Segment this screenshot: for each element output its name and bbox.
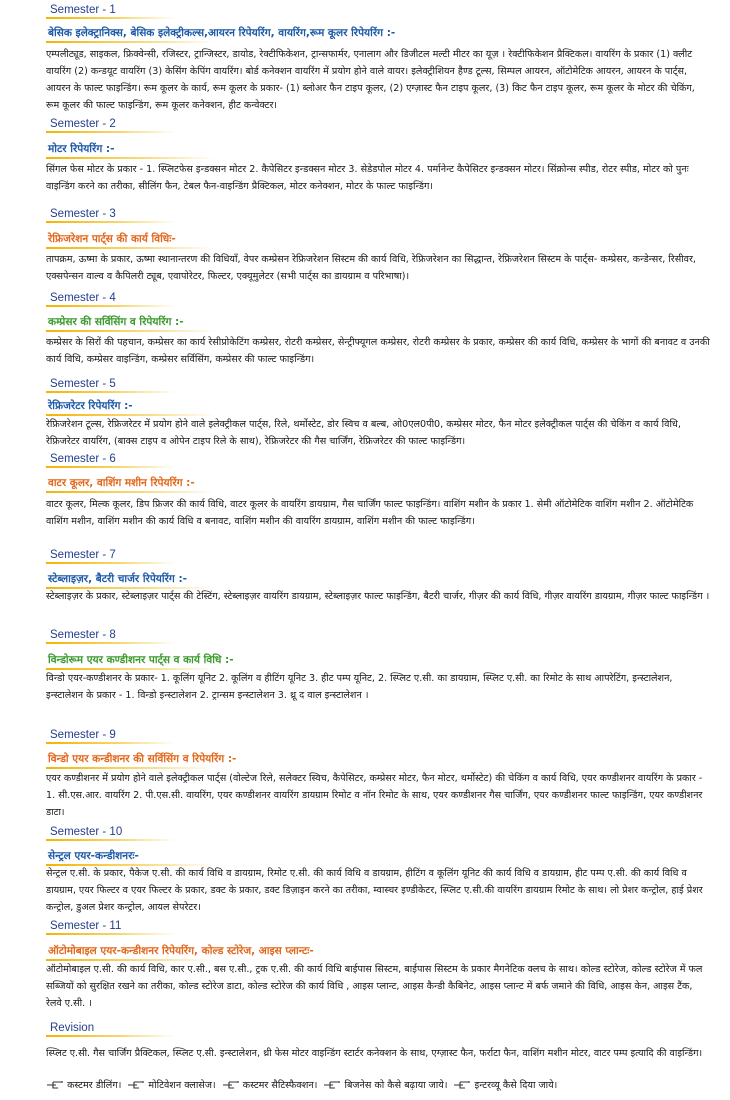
semester-label: Semester - 1	[46, 4, 120, 19]
semester-label: Semester - 2	[46, 118, 120, 133]
semester-label: Semester - 10	[46, 826, 126, 841]
semester-label: Semester - 9	[46, 729, 120, 744]
section-heading: ऑटोमोबाइल एयर-कन्डीशनर रिपेयरिंग, कोल्ड स्टोरेज, आइस प्लान्टः-	[46, 944, 318, 960]
semester-label: Semester - 7	[46, 549, 120, 564]
footer-item: मोटिवेशन क्लासेज।	[127, 1078, 215, 1091]
section-body: कम्प्रेसर के सिरों की पहचान, कम्प्रेसर का कार्य रेसीप्रोकेटिंग कम्प्रेसर, रोटरी कम्प्रेसर, सेन्ट्रीफ्यूगल कम्प्रेसर, रोटरी कम्प्रेसर के प्रकार, कम्प्रेसर की कार्य विधि, कम्प्रेसर के भागों की बनावट व उनकी कार्य विधि, कम्प्रेसर वाइन्डिंग, कम्प्रेसर सर्विसिंग, कम्प्रेसर की फाल्ट फाइन्डिंग।	[46, 337, 710, 365]
footer-item: बिजनेस को कैसे बढ़ाया जाये।	[323, 1078, 447, 1091]
semester-label: Semester - 3	[46, 208, 120, 223]
footer-item: कस्टमर डीलिंग।	[46, 1078, 121, 1091]
semester-label: Semester - 6	[46, 453, 120, 468]
revision-body: स्प्लिट ए.सी. गैस चार्जिंग प्रैक्टिकल, स्प्लिट ए.सी. इन्स्टालेशन, थ्री फेस मोटर वाइन्डिंग स्टार्टर कनेक्शन के साथ, एग्ज़ास्ट फैन, फर्राटा फैन, वाशिंग मशीन मोटर, वाटर पम्प इत्यादि की वाइन्डिंग।	[46, 1048, 703, 1059]
semester-label: Semester - 11	[46, 920, 125, 935]
section-body: रेफ्रिजरेशन टूल्स, रेफ्रिजरेटर में प्रयोग होने वाले इलेक्ट्रीकल पार्ट्स, रिले, थर्मोस्टेट, डोर स्विच व बल्ब, ओ0एल0पी0, कम्प्रेसर मोटर, फैन मोटर इलेक्ट्रीकल पार्ट्स की चेकिंग व कार्य विधि, रेफ्रिजरेटर वायरिंग, (बाक्स टाइप व ओपेन टाइप रिले के साथ), रेफ्रिजरेटर की गैस चार्जिंग, रेफ्रिजरेटर की फाल्ट फाइन्डिंग।	[46, 419, 681, 447]
section-body: एम्पलीट्यूड, साइकल, फ्रिक्वेन्सी, रजिस्टर, ट्रान्जिस्टर, डायोड, रेक्टीफिकेशन, ट्रान्सफार्मर, एनालाग और डिजीटल मल्टी मीटर का यूज़ । रेक्टीफिकेशन प्रैक्टिकल। वायरिंग के प्रकार (1) क्लीट वायरिंग (2) कन्डयूट वायरिंग (3) केसिंग केपिंग वायरिंग। बोर्ड कनेक्शन वायरिंग में प्रयोग होने वाले वायर। इलेक्ट्रीशियन हैण्ड टूल्स, सिम्पल आयरन, ऑटोमेटिक आयरन, आयरन के पार्ट्स, आयरन के फाल्ट फाइन्डिंग। रूम कूलर के कार्य, रूम कूलर के प्रकार- (1) ब्लोअर फैन टाइप कूलर, (2) एग्ज़ास्ट फैन टाइप कूलर, (3) किट फैन टाइप कूलर, रूम कूलर के मोटर की चेकिंग, रूम कूलर की फाल्ट फाइन्डिंग, रूम कूलर कनेक्शन, हीट कन्वेक्टर।	[46, 49, 695, 111]
section-heading: रेफ्रिजरेशन पार्ट्स की कार्य विधिः-	[46, 232, 180, 248]
section-body: स्टेब्लाइज़र के प्रकार, स्टेब्लाइज़र पार्ट्स की टेस्टिंग, स्टेब्लाइज़र वायरिंग डायग्राम, स्टेब्लाइज़र फाल्ट फाइन्डिंग, बैटरी चार्जर, गीज़र की कार्य विधि, गीज़र वायरिंग डायग्राम, गीज़र फाल्ट फाइन्डिंग ।	[46, 591, 710, 602]
section-heading: विन्डो एयर कन्डीशनर की सर्विसिंग व रिपेयरिंग :-	[46, 752, 240, 768]
semester-label: Semester - 4	[46, 292, 120, 307]
section-body: विन्डो एयर-कण्डीशनर के प्रकार- 1. कूलिंग यूनिट 2. कूलिंग व हीटिंग यूनिट 3. हीट पम्प यूनिट, 2. स्प्लिट ए.सी. का डायग्राम, स्प्लिट ए.सी. का रिमोट के साथ आपरेटिंग, इन्स्टालेशन, इन्स्टालेशन के प्रकार - 1. विन्डो इन्स्टालेशन 2. ट्रान्सम इन्स्टालेशन 3. थ्रू द वाल इन्स्टालेशन ।	[46, 673, 673, 701]
footer-topics	[46, 1078, 716, 1091]
section-heading: कम्प्रेसर की सर्विसिंग व रिपेयरिंग :-	[46, 315, 188, 331]
section-heading: वाटर कूलर, वाशिंग मशीन रिपेयरिंग :-	[46, 476, 199, 492]
footer-item: कस्टमर सैटिस्फैक्शन।	[222, 1078, 318, 1091]
section-body: तापक्रम, ऊष्मा के प्रकार, ऊष्मा स्थानान्तरण की विधियाँ, वेपर कम्प्रेसन रेफ्रिजरेशन सिस्टम की कार्य विधि, रेफ्रिजरेशन का सिद्धान्त, रेफ्रिजरेशन सिस्टम के पार्ट्स- कम्प्रेसर, कन्डेन्सर, रिसीवर, एक्सपेन्सन वाल्व व कैपिलरी ट्यूब, एवापोरेटर, फिल्टर, एक्यूमुलेटर (सभी पार्ट्स का डायग्राम व परिभाषा)।	[46, 254, 696, 282]
footer-item: इन्टरव्यू कैसे दिया जाये।	[453, 1078, 557, 1091]
section-body: वाटर कूलर, मिल्क कूलर, डिप फ्रिजर की कार्य विधि, वाटर कूलर के वायरिंग डायग्राम, गैस चार्जिंग फाल्ट फाइन्डिंग। वाशिंग मशीन के प्रकार 1. सेमी ऑटोमेटिक वाशिंग मशीन 2. ऑटोमेटिक वाशिंग मशीन, वाशिंग मशीन की कार्य विधि व बनावट, वाशिंग मशीन की वायरिंग डायग्राम, वाशिंग मशीन की फाल्ट फाइन्डिंग।	[46, 499, 694, 527]
section-heading: विन्डोरूम एयर कण्डीशनर पार्ट्स व कार्य विधि :-	[46, 653, 238, 669]
revision-label: Revision	[46, 1022, 98, 1037]
section-heading: स्टेब्लाइज़र, बैटरी चार्जर रिपेयरिंग :-	[46, 572, 191, 588]
section-heading: बेसिक इलेक्ट्रानिक्स, बेसिक इलेक्ट्रीकल्स,आयरन रिपेयरिंग, वायरिंग,रूम कूलर रिपेयरिंग :-	[46, 26, 399, 42]
section-heading: रेफ्रिजरेटर रिपेयरिंग :-	[46, 399, 137, 415]
pointing-hand-icon	[46, 1079, 64, 1091]
pointing-hand-icon	[222, 1079, 240, 1091]
section-body: ऑटोमोबाइल ए.सी. की कार्य विधि, कार ए.सी., बस ए.सी., ट्रक ए.सी. की कार्य विधि बाईपास सिस्टम, बाईपास सिस्टम के प्रकार मैगनेटिक क्लच के साथ। कोल्ड स्टोरेज, कोल्ड स्टोरेज में फल सब्जियों को सुरक्षित रखने का तरीका, कोल्ड स्टोरेज डाटा, कोल्ड स्टोरेज की कार्य विधि , आइस प्लान्ट, आइस कैन्डी कैबिनेट, आइस प्लान्ट में बर्फ जमाने की विधि, आइस केन, आइस टैंक, रेलवे ए.सी. ।	[46, 964, 703, 1009]
section-heading: मोटर रिपेयरिंग :-	[46, 142, 118, 158]
pointing-hand-icon	[323, 1079, 341, 1091]
pointing-hand-icon	[127, 1079, 145, 1091]
section-heading: सेन्ट्रल एयर-कन्डीशनरः-	[46, 849, 143, 865]
semester-label: Semester - 5	[46, 378, 120, 393]
pointing-hand-icon	[453, 1079, 471, 1091]
semester-label: Semester - 8	[46, 629, 120, 644]
section-body: सेन्ट्रल ए.सी. के प्रकार, पैकेज ए.सी. की कार्य विधि व डायग्राम, रिमोट ए.सी. की कार्य विधि व डायग्राम, हीटिंग व कूलिंग यूनिट की कार्य विधि व डायग्राम, हीट पम्प ए.सी. की कार्य विधि व डायग्राम, एयर फिल्टर व एयर फिल्टर के प्रकार, डक्ट के प्रकार, डक्ट डिज़ाइन करने का तरीका, म्वास्चर इण्डीकेटर, स्प्लिट ए.सी.की वायरिंग डायग्राम रिमोट के साथ। लो प्रेशर कन्ट्रोल, हाई प्रेशर कन्ट्रोल, डुअल प्रेशर कन्ट्रोल, आयल सेपरेटर।	[46, 868, 703, 913]
section-body: एयर कण्डीशनर में प्रयोग होने वाले इलेक्ट्रीकल पार्ट्स (वोल्टेज रिले, सलेक्टर स्विच, कैपेसिटर, कम्प्रेसर मोटर, फैन मोटर, थर्मोस्टेट) की चेकिंग व कार्य विधि, एयर कण्डीशनर वायरिंग के प्रकार - 1. सी.एस.आर. वायरिंग 2. पी.एस.सी. वायरिंग, एयर कण्डीशनर वायरिंग डायग्राम रिमोट व नॉन रिमोट के साथ, एयर कण्डीशनर गैस चार्जिंग, एयर कण्डीशनर फाल्ट फाइन्डिंग, एयर कण्डीशनर डाटा।	[46, 773, 703, 818]
section-body: सिंगल फेस मोटर के प्रकार - 1. स्प्लिटफेस इन्डक्सन मोटर 2. कैपेसिटर इन्डक्सन मोटर 3. सेडेडपोल मोटर 4. पर्मानेन्ट कैपेसिटर इन्डक्सन मोटर। सिंक्रोन्स स्पीड, रोटर स्पीड, मोटर को पुनः वाइन्डिंग करने का तरीका, सीलिंग फैन, टेबल फैन-वाइन्डिंग प्रैक्टिकल, मोटर कनेक्शन, मोटर के फाल्ट फाइन्डिंग।	[46, 164, 689, 192]
